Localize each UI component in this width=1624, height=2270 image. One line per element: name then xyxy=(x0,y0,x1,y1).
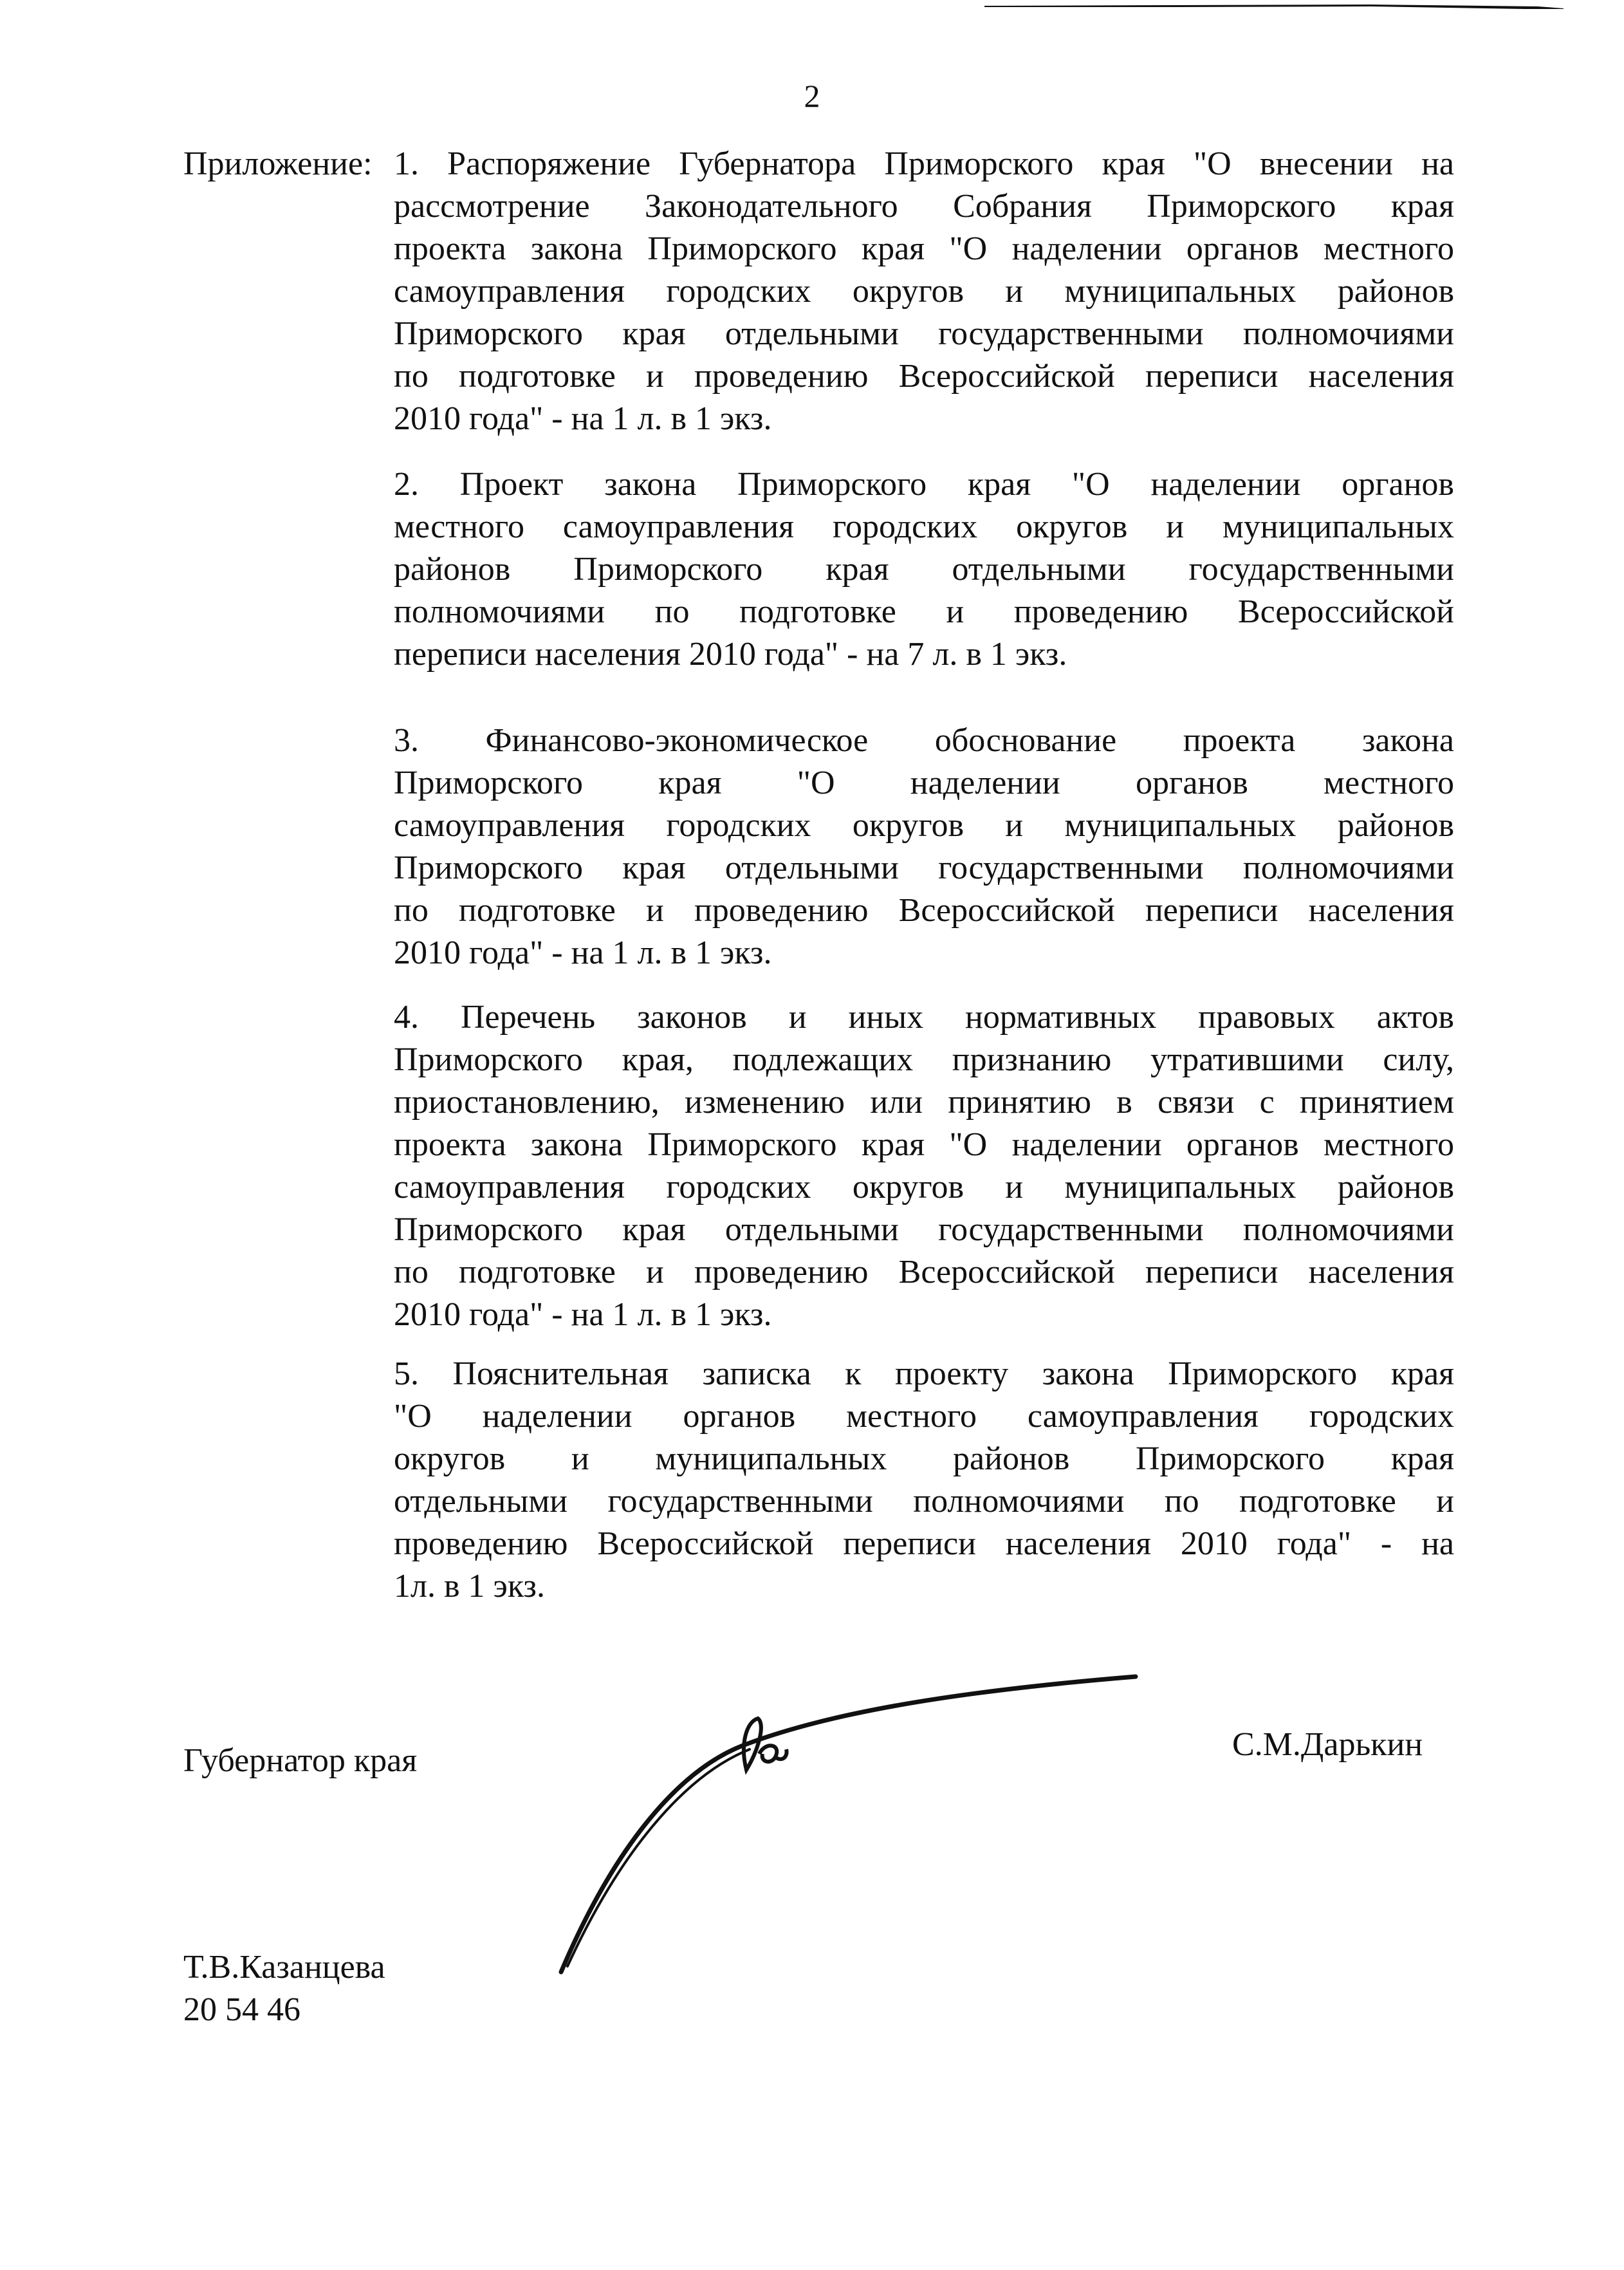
signatory-title: Губернатор края xyxy=(183,1742,418,1779)
attachment-label: Приложение: xyxy=(183,145,373,182)
text-line: 1. Распоряжение Губернатора Приморского края "О внесении на xyxy=(394,145,1454,182)
text-line: Приморского края отдельными государственными полномочиями xyxy=(394,850,1454,886)
signatory-name: С.М.Дарькин xyxy=(1232,1726,1423,1763)
text-line: по подготовке и проведению Всероссийской переписи населения xyxy=(394,358,1454,395)
attachment-item-3 xyxy=(394,720,1454,974)
text-line: 4. Перечень законов и иных нормативных правовых актов xyxy=(394,999,1454,1036)
text-line: проведению Всероссийской переписи населения 2010 года" - на xyxy=(394,1525,1454,1562)
text-line: Приморского края, подлежащих признанию утратившими силу, xyxy=(394,1041,1454,1078)
text-line: 2010 года" - на 1 л. в 1 экз. xyxy=(394,1296,772,1333)
text-line: переписи населения 2010 года" - на 7 л. в 1 экз. xyxy=(394,636,1067,673)
text-line: Приморского края отдельными государственными полномочиями xyxy=(394,315,1454,352)
handwritten-signature xyxy=(553,1673,1165,1976)
text-line: округов и муниципальных районов Приморского края xyxy=(394,1440,1454,1477)
text-line: отдельными государственными полномочиями по подготовке и xyxy=(394,1483,1454,1520)
text-line: приостановлению, изменению или принятию в связи с принятием xyxy=(394,1084,1454,1121)
text-line: 5. Пояснительная записка к проекту закона Приморского края xyxy=(394,1355,1454,1392)
text-line: местного самоуправления городских округов и муниципальных xyxy=(394,508,1454,545)
text-line: по подготовке и проведению Всероссийской переписи населения xyxy=(394,1254,1454,1290)
executor-phone: 20 54 46 xyxy=(183,1991,300,2028)
text-line: 2. Проект закона Приморского края "О наделении органов xyxy=(394,466,1454,503)
text-line: 1л. в 1 экз. xyxy=(394,1568,545,1605)
executor-name: Т.В.Казанцева xyxy=(183,1949,385,1986)
scan-edge-line xyxy=(984,3,1564,9)
text-line: "О наделении органов местного самоуправления городских xyxy=(394,1398,1454,1435)
text-line: самоуправления городских округов и муниципальных районов xyxy=(394,1169,1454,1205)
text-line: рассмотрение Законодательного Собрания Приморского края xyxy=(394,188,1454,225)
attachment-item-4 xyxy=(394,996,1454,1336)
attachment-item-5 xyxy=(394,1353,1454,1608)
text-line: 3. Финансово-экономическое обоснование проекта закона xyxy=(394,722,1454,759)
text-line: полномочиями по подготовке и проведению Всероссийской xyxy=(394,593,1454,630)
text-line: Приморского края "О наделении органов местного xyxy=(394,765,1454,801)
text-line: самоуправления городских округов и муниципальных районов xyxy=(394,273,1454,310)
text-line: Приморского края отдельными государственными полномочиями xyxy=(394,1211,1454,1248)
page-number: 2 xyxy=(804,78,820,114)
text-line: проекта закона Приморского края "О наделении органов местного xyxy=(394,1126,1454,1163)
attachment-item-1 xyxy=(394,143,1454,440)
text-line: 2010 года" - на 1 л. в 1 экз. xyxy=(394,935,772,971)
text-line: районов Приморского края отдельными государственными xyxy=(394,551,1454,588)
text-line: 2010 года" - на 1 л. в 1 экз. xyxy=(394,400,772,437)
text-line: самоуправления городских округов и муниципальных районов xyxy=(394,807,1454,844)
text-line: по подготовке и проведению Всероссийской переписи населения xyxy=(394,892,1454,929)
text-line: проекта закона Приморского края "О наделении органов местного xyxy=(394,230,1454,267)
attachment-item-2 xyxy=(394,463,1454,676)
